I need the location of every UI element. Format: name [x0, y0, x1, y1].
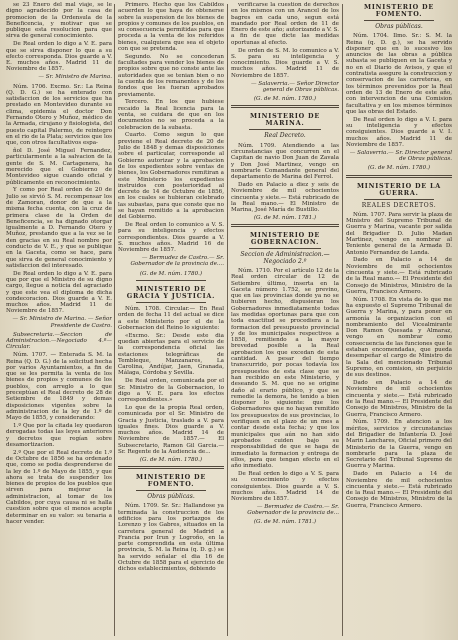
separator [136, 280, 206, 281]
section-subheading: REALES DECRETOS. [361, 201, 437, 209]
paragraph: Cuarto. Como segun lo que previene el Real decreto de 20 de Julio de 1848 y demas disposiciones sobre el particular, corresponde al Gobierno autorizar y la aprobacion de los expedientes sobre ventas de bienes, los Gobernadores remitiran a este Ministerio los expedientes instruidos con posterioridad al decreto de 14 de Octubre de 1856, en los cuales se hubieran celebrado las subastas, para que conste que no se hayan remitido a la aprobacion del Gobierno. [118, 132, 224, 221]
section-subheading: Seccion de Administracion.— Negociado 2.º [240, 251, 330, 265]
paragraph: se 23 Enero del mal viaje, se le digno agradecido por la casa de promocion de la Ordensula de la Beneficencia, y motivar que se publique esta resolucion para que sirva de general conocimiento. [6, 2, 112, 40]
paragraph: Núm. 1707. — Enterada S. M. la Reina (Q. D. G.) de la solicitud hecha por varios Ayuntamientos, a fin de que se les permita la venta de los bienes de propios y comunes de los pueblos, con arreglo a lo que preceptúan el Real decreto de 28 de Setiembre de 1849 y demas disposiciones vigentes sobre la administracion de la ley de 1.º de Mayo de 1855, y considerando: [6, 352, 112, 422]
paragraph: 1.º Que por la citada ley quedaron derogadas todas las leyes anteriores y decretos que regían sobre desamortizacion. [6, 423, 112, 448]
paragraph: Dado en Palacio a diez y seis de Noviembre de mil ochocientos cincuenta y siete.— Está rubricado de la Real mano.— El Ministro de Marina, José María de Bustillo. [231, 182, 339, 214]
section-note: Subsecretaria.—Seccion de Administracion.—Negociado 4.º—Circular. [6, 331, 112, 351]
paragraph: Núm. 1704. Ilmo. Sr.: S. M. la Reina (q. D. g.), se ha servido disponer que en lo sucesivo los anuncios de las obras a pública subasta se publiquen en la Gaceta y no en el Diario de Avisos, y que el contratista asegure la construccion y conservacion de las carreteras, en los términos prevenidos por la Real orden de 13 de Enero de este año, con intervencion de una Comision facultativa y en los mismos términos que las obras del Estado. [346, 33, 452, 115]
paragraph: verificarse la cuestion de derechos en los mismos con un Arancel de los bagres en cada uno, segun está mandado por Real orden de 11 de Enero de este año; autorizando a V. S. a fin de que dicte las medidas oportunas al efecto. [231, 2, 339, 46]
paragraph: De Real orden, comunicada por el Sr. Ministro de la Gobernacion, lo digo a V. E. para los efectos correspondientes.» [118, 378, 224, 404]
gazette-reference: (G. de M. núm. 1780.) [139, 456, 203, 463]
separator [136, 302, 206, 303]
section-heading: MINISTERIO DE MARINA. [249, 112, 321, 128]
column-rule [342, 4, 343, 636]
separator [346, 175, 452, 178]
column-rule [114, 4, 115, 636]
paragraph: De Real orden lo digo a V. S. para su conocimiento y efectos consiguientes. Dios guarde a V. S. muchos años. Madrid 14 de Noviembre de 1857. [231, 470, 339, 503]
separator [364, 20, 434, 21]
signature: — Salaverria.— Señor Director general de Obras públicas. [250, 80, 339, 93]
signature: — Bermudez de Castro.— Sr. Gobernador de la provincia de... [247, 503, 339, 517]
paragraph: Dado en Palacio a 14 de Noviembre de mil ochocientos cincuenta y siete.— Está rubricado de la Real mano.— El Presidente del Consejo de Ministros, Ministro de la Guerra, Francisco Armero. [346, 471, 452, 509]
paragraph: Y como por Real orden de 20 de Julio se sirvió S. M. recompensar los de Zamoran, donor de que a la misma fecha cuenta, con la cruz de primera clase de la Orden de Beneficencia, se ha dignado otorgar igualmente a D. Fernando Otero y Muñoz, prestando que a la vez se le den gracias en su Real nombre por conducto de V. E., y que se publique en la Gaceta, como se hace, para que sirva de general conocimiento y satisfaccion del interesado. [6, 187, 112, 269]
signature: — Sr. Ministro de Marina. — Señor Presidente de Castro. [12, 316, 112, 329]
paragraph: De Real orden lo digo a V. E. para que por que el Ministro de su digno cargo, llegue a noticia del agraciado y que este vea el diploma de dicha condecoracion. Dios guarde a V. E. muchos años. Madrid 11 de Noviembre de 1857. [6, 270, 112, 315]
column-3 [231, 2, 339, 638]
paragraph: De Real orden lo comunico a V. S. para su inteligencia y efectos correspondientes. Dios guarde a V. S. muchos años. Madrid 16 de Noviembre de 1857. [118, 222, 224, 254]
gazette-reference: (G. de M. núm. 1780.) [367, 165, 431, 172]
paragraph: Núm. 1706. Excmo. Sr.: La Reina (Q. D. G.) se ha enterado con satisfaccion de los servicios que ha prestado en Montevideo durante su clima, epidemia el doctor Don Fernando Otero y Muñoz, médico de la Armada, cirujano y fisiologista, del puesto capital Palermo, de reintegro en el rio de la Plata; servicios que los que, con otros facultativos espa- [6, 83, 112, 147]
separator [136, 490, 206, 491]
paragraph: De orden de S. M. lo comunico a V. S. para su inteligencia y conocimiento. Dios guarde a V. S. muchos años. Madrid 11 de Noviembre de 1857. [231, 47, 339, 79]
column-1 [6, 2, 112, 638]
section-heading: MINISTERIO DE GRACIA Y JUSTICIA. [126, 284, 216, 300]
section-heading: MINISTERIO DE FOMENTO. [135, 473, 207, 489]
gazette-reference: (G. de M. núm. 1780.) [253, 96, 317, 103]
gazette-reference: (G. de M. núm. 1781.) [253, 215, 317, 222]
column-2 [118, 2, 224, 638]
gazette-reference: (G. de M. núm. 1780.) [139, 270, 203, 277]
paragraph: Núm. 1708. Circular.— En Real orden de fecha 11 del actual se dice a este Ministerio por el de la Gobernacion del Reino lo siguiente: [118, 305, 224, 331]
paragraph: Dado en Palacio a 14 de Noviembre de mil ochocientos cincuenta y siete.— Está rubricado de la Real mano.— El Presidente del Consejo de Ministros, Ministro de la Guerra, Francisco Armero. [346, 380, 452, 418]
paragraph: Lo que de la propia Real orden, comunicada por el Sr. Ministro de Gracia y Justicia, traslado a V. para iguales fines. Dios guarde a V. muchos años. Madrid 14 de Noviembre de 1857.— El Subsecretario, Ramon Gil Garcia.— Sr. Regente de la Audiencia de... [118, 404, 224, 455]
section-heading: MINISTERIO DE GOBERNACION. [249, 231, 321, 247]
column-rule [227, 4, 228, 636]
paragraph: Núm. 1710. Por el artículo 12 de la Real orden circular de 12 de Setiembre último, inserta en la Gaceta número 1.752, se previno, que en las provincias donde ya no se hubieren hecho, dispusieran los Gobernadores inmediatamente todas las medidas oportunas para que con toda exactitud se procediera a la formacion del presupuesto provincial y de los municipales respectivos a 1858, remitiendo a la mayor brevedad posible a la Real aprobacion los que excedan de esta cantidad. A pesar del tiempo transcurrido, por pocas todavía los presupuestos de esta clase que se han recibido en este Ministerio, y deseando S. M. que no se origine daño al erario público, y que se remedie la demora, he tenido a bien disponer lo siguiente: que los Gobernadores que no hayan remitido los presupuestos de sus provincias, lo verifiquen en el plazo de un mes a contar desde esta fecha; y que los municipales que aún no han sido aprobados cuiden bajo su responsabilidad de que se haga de inmediato la formacion y entrega de ellos, para que tengan efecto en el año inmediato. [231, 267, 339, 470]
paragraph: Núm. 1707. Para servir la plaza de Ministro del Supremo Tribunal de Guerra y Marina, vacante por salida del Brigadier D. Julio Madan Martinez, vengo en nombrar al Teniente general de la Armada D. Antonio Fernandez de Landa. [346, 211, 452, 256]
gazette-reference: (G. de M. núm. 1781.) [253, 519, 317, 526]
signature: — Sr. Ministro de Marina. [38, 74, 112, 81]
column-4 [346, 2, 452, 638]
paragraph: Núm. 1708. En vista de lo que me ha expuesto el Supremo Tribunal de Guerra y Marina, y para poner en armonía la organizacion con el nombramiento del Vicealmirante Don Ramon Quesada y Almaraz, vengo en nombrar como consecuencia de las funciones que le estaban encomendadas, que pueda desempeñar el cargo de Ministro de la Sala del mencionado Tribunal Supremo, en comision, sin perjuicio de sus destinos. [346, 296, 452, 379]
separator [249, 129, 321, 130]
paragraph: Dado en Palacio a 14 de Noviembre de mil ochocientos cincuenta y siete.— Está rubricado de la Real mano.— El Presidente del Consejo de Ministros, Ministro de la Guerra, Francisco Armero. [346, 257, 452, 295]
section-subheading: Real Decreto. [264, 132, 306, 140]
section-heading: MINISTERIO DE FOMENTO. [363, 3, 435, 18]
separator [249, 248, 321, 249]
section-subheading: Obras públicas. [375, 23, 423, 30]
separator [231, 224, 339, 227]
section-subheading: Obras públicas. [147, 493, 195, 501]
paragraph: Núm. 1709. Atendiendo a las circunstancias que concurren en el Capitan de navío Don Juan de Zavala y Don José Martinez, vengo en nombrarle Comandante general del departamento de Marina del Ferrol. [231, 142, 339, 181]
paragraph: 2.º Que por el Real decreto de 1.º de Octubre de 1856 se ha ordenado que, como se podia desprenderse de la ley de 1.º de Mayo de 1855, y que ahora se trata de suspender los bienes de propios de los pueblos que sirven para mejorar la administracion, al tomar de los Cabildos, por cuya causa ni se halla cuestion sobre que el menos acepte determinar en su valor: su tenaria a hacer vender. [6, 449, 112, 525]
paragraph: Primero. Hecho que los Cabildos acuerden lo que haya de obtenerse sobre la suspension de los bienes de propios y comunes de los pueblos, en su consecuencia permitidas para que proceda a la venta de los referidos bienes, cualquiera que sea el objeto con que se pretenda. [118, 2, 224, 53]
signature: — Salaverria.— Sr. Director general de Obras públicas. [349, 149, 452, 162]
paragraph: De Real orden lo digo a V. E. para que se sirva disponer lo que a su efecto corresponda. Dios guarde a V. E. muchos años. Madrid 11 de Noviembre de 1857. [6, 41, 112, 73]
paragraph: De Real orden lo digo a V. I. para su inteligencia y efectos consiguientes. Dios guarde a V. I. muchos años. Madrid 11 de Noviembre de 1857. [346, 116, 452, 148]
paragraph: Tercero. En los que hubiese recaido la Real licencia para la venta, se cuidara de que en los documentos no se proceda a la celebracion de la subasta. [118, 99, 224, 131]
paragraph: Segundo. No se concederan facultades para vender los bienes de propios sobre que no conste ante las autoridades que se tenian bien o no la cuenta de los remanentes y de los fondos que les fueran aprobados previamente. [118, 53, 224, 98]
section-heading: MINISTERIO DE LA GUERRA. [356, 181, 442, 197]
paragraph: «Excmo. Sr.: Desde este dia quedan abiertas para el servicio de la correspondencia oficial las estaciones telegráficas de Tembleque, Manzanares, La Carolina, Andújar, Jaen, Granada, Málaga, Córdoba y Sevilla. [118, 332, 224, 377]
paragraph: ñol D. José Miguel Fernandez, particularmente a la salvacion de la gente de S. M. Cartagenera, ha merecido que el Gobierno de Montevideo sigue cuando oficial y públicamente en reconocimiento. [6, 148, 112, 186]
signature: — Bermudez de Castro.— Sr. Gobernador de la provincia de.... [130, 255, 224, 268]
separator [231, 105, 339, 108]
separator [118, 466, 224, 469]
paragraph: Núm. 1709. En atencion a los méritos, servicios y circunstancias del Brigadier de Infantería D. José Marin Lanchares, Oficial primero del Ministerio de la Guerra, vengo en nombrarle para la plaza de Secretario del Tribunal Supremo de Guerra y Marina. [346, 419, 452, 470]
paragraph: Núm. 1709. Sr. Sr.: Hallandose ya terminada la construccion de los edificios para los portazgos de Lorenzo y los Gabres, situados en la carretera general de Madrid a Francia por Irun y Logroño, en la parte comprendida en esta última provincia, S. M. la Reina (q. D. g.) se ha servido señalar el dia 16 de Octubre de 1858 para el ejercicio de dichos establecimientos, debiendo [118, 503, 224, 573]
separator [364, 199, 434, 200]
